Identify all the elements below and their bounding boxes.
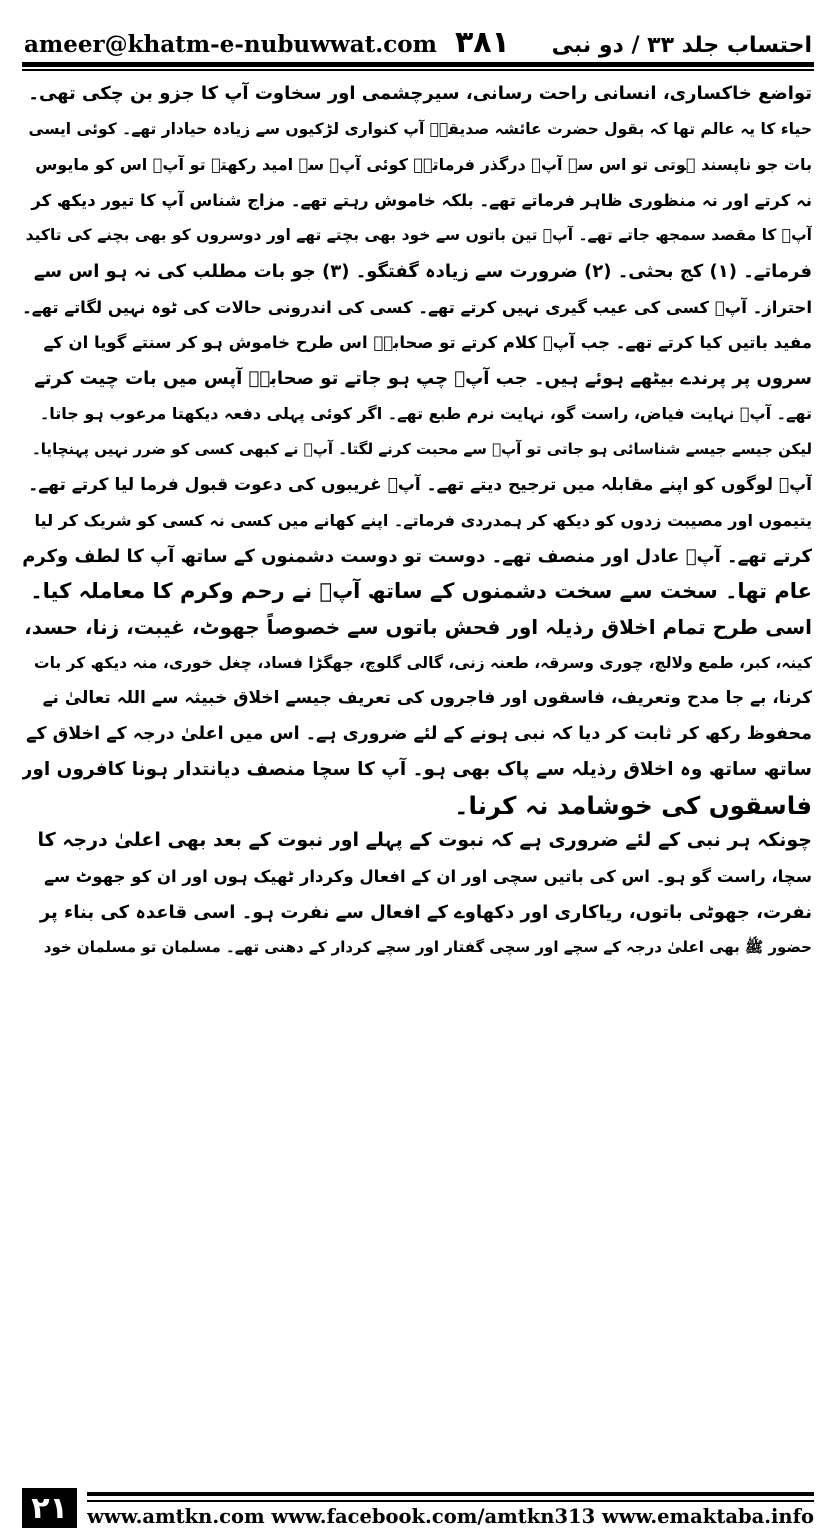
footer-rule bbox=[87, 1492, 814, 1496]
text-line: فرماتے۔ (۱) کج بحثی۔ (۲) ضرورت سے زیادہ گفتگو۔ (۳) جو بات مطلب کی نہ ہو اس سے bbox=[33, 260, 812, 282]
text-line: ساتھ ساتھ وہ اخلاق رذیلہ سے پاک بھی ہو۔ آپ کا سچا منصف دیانتدار ہونا کافروں اور bbox=[22, 759, 812, 781]
text-line: مفید باتیں کیا کرتے تھے۔ جب آپؐ کلام کرتے تو صحابہؓ اس طرح خاموش ہو کر سنتے گویا ان کے bbox=[43, 333, 812, 353]
footer-rule-thin bbox=[87, 1500, 814, 1502]
text-line: بات جو ناپسند ہوتی تو اس سے آپؐ درگذر فرماتے۔ کوئی آپؐ سے امید رکھتے تو آپؐ اس کو مایوس bbox=[35, 155, 812, 175]
header-rule bbox=[22, 62, 814, 67]
text-line: تواضع خاکساری، انسانی راحت رسانی، سیرچشمی اور سخاوت آپ کا جزو بن چکی تھی۔ bbox=[28, 83, 812, 104]
text-line: کرتے تھے۔ آپؐ عادل اور منصف تھے۔ دوست تو دوست دشمنوں کے ساتھ آپ کا لطف وکرم bbox=[22, 545, 812, 567]
header-page-number: ۳۸۱ bbox=[454, 25, 510, 60]
header-rule-thin bbox=[22, 69, 814, 71]
page-header bbox=[24, 14, 812, 58]
footer-links[interactable]: www.amtkn.com www.facebook.com/amtkn313 www.emaktaba.info bbox=[87, 1505, 814, 1528]
text-line: چونکہ ہر نبی کے لئے ضروری ہے کہ نبوت کے پہلے اور نبوت کے بعد بھی اعلیٰ درجہ کا bbox=[37, 829, 812, 852]
text-line: محفوظ رکھ کر ثابت کر دیا کہ نبی ہونے کے لئے ضروری ہے۔ اس میں اعلیٰ درجہ کے اخلاق کے bbox=[26, 723, 812, 744]
footer-right bbox=[77, 1488, 814, 1528]
text-line: لیکن جیسے جیسے شناسائی ہو جاتی تو آپؐ سے محبت کرنے لگتا۔ آپؐ نے کبھی کسی کو ضرر نہیں پہنچایا۔ bbox=[32, 439, 812, 458]
body-text bbox=[22, 76, 812, 966]
text-line: کینہ، کبر، طمع ولالچ، چوری وسرقہ، طعنہ زنی، گالی گلوچ، جھگڑا فساد، چغل خوری، منہ دیکھ کر بات bbox=[34, 653, 812, 672]
text-line: حضور ﷺ بھی اعلیٰ درجہ کے سچے اور سچی گفتار اور سچے کردار کے دھنی تھے۔ مسلمان تو مسلمان خود bbox=[43, 938, 812, 957]
text-line: عام تھا۔ سخت سے سخت دشمنوں کے ساتھ آپؐ نے رحم وکرم کا معاملہ کیا۔ bbox=[30, 579, 812, 604]
text-line: احتراز۔ آپؐ کسی کی عیب گیری نہیں کرتے تھے۔ کسی کی اندرونی حالات کی ٹوہ نہیں لگاتے تھے۔ bbox=[22, 297, 812, 317]
text-line: کرنا، بے جا مدح وتعریف، فاسقوں اور فاجروں کی تعریف جیسے اخلاق خبیثہ سے اللہ تعالیٰ نے bbox=[42, 688, 812, 709]
text-line: سچا، راست گو ہو۔ اس کی باتیں سچی اور ان کے افعال وکردار ٹھیک ہوں اور ان کو جھوٹ سے bbox=[44, 867, 812, 887]
text-line: فاسقوں کی خوشامد نہ کرنا۔ bbox=[454, 790, 812, 820]
text-line: آپؐ کا مقصد سمجھ جاتے تھے۔ آپؐ تین باتوں سے خود بھی بچتے تھے اور دوسروں کو بھی بچنے کی تاکید bbox=[25, 226, 812, 245]
text-line: سروں پر پرندے بیٹھے ہوئے ہیں۔ جب آپؐ چپ ہو جاتے تو صحابہؓ آپس میں بات چیت کرتے bbox=[34, 367, 812, 389]
header-email: ameer@khatm-e-nubuwwat.com bbox=[24, 31, 437, 58]
text-line: تھے۔ آپؐ نہایت فیاض، راست گو، نہایت نرم طبع تھے۔ اگر کوئی پہلی دفعہ دیکھتا مرعوب ہو جاتا۔ bbox=[39, 404, 812, 424]
header-left bbox=[24, 25, 510, 60]
running-title: احتساب جلد ۳۳ / دو نبی bbox=[551, 33, 812, 58]
text-line: حیاء کا یہ عالم تھا کہ بقول حضرت عائشہ صدیقہؓ آپ کنواری لڑکیوں سے زیادہ حیادار تھے۔ کوئی ایسی bbox=[28, 119, 812, 138]
text-line: نفرت، جھوٹی باتوں، ریاکاری اور دکھاوے کے افعال سے نفرت ہو۔ اسی قاعدہ کی بناء پر bbox=[39, 901, 812, 923]
text-line: اسی طرح تمام اخلاق رذیلہ اور فحش باتوں سے خصوصاً جھوٹ، غیبت، زنا، حسد، bbox=[24, 614, 812, 639]
page-footer bbox=[22, 1488, 814, 1528]
text-line: یتیموں اور مصیبت زدوں کو دیکھ کر ہمدردی فرماتے۔ اپنے کھانے میں کسی نہ کسی کو شریک کر لیا bbox=[34, 511, 812, 531]
footer-page-number: ۲۱ bbox=[22, 1488, 77, 1528]
text-line: نہ کرتے اور نہ منظوری ظاہر فرماتے تھے۔ بلکہ خاموش رہتے تھے۔ مزاج شناس آپ کا تیور دیکھ کر bbox=[31, 190, 812, 210]
text-line: آپؐ لوگوں کو اپنے مقابلہ میں ترجیح دیتے تھے۔ آپؐ غریبوں کی دعوت قبول فرما لیا کرتے تھے۔ bbox=[28, 474, 812, 495]
